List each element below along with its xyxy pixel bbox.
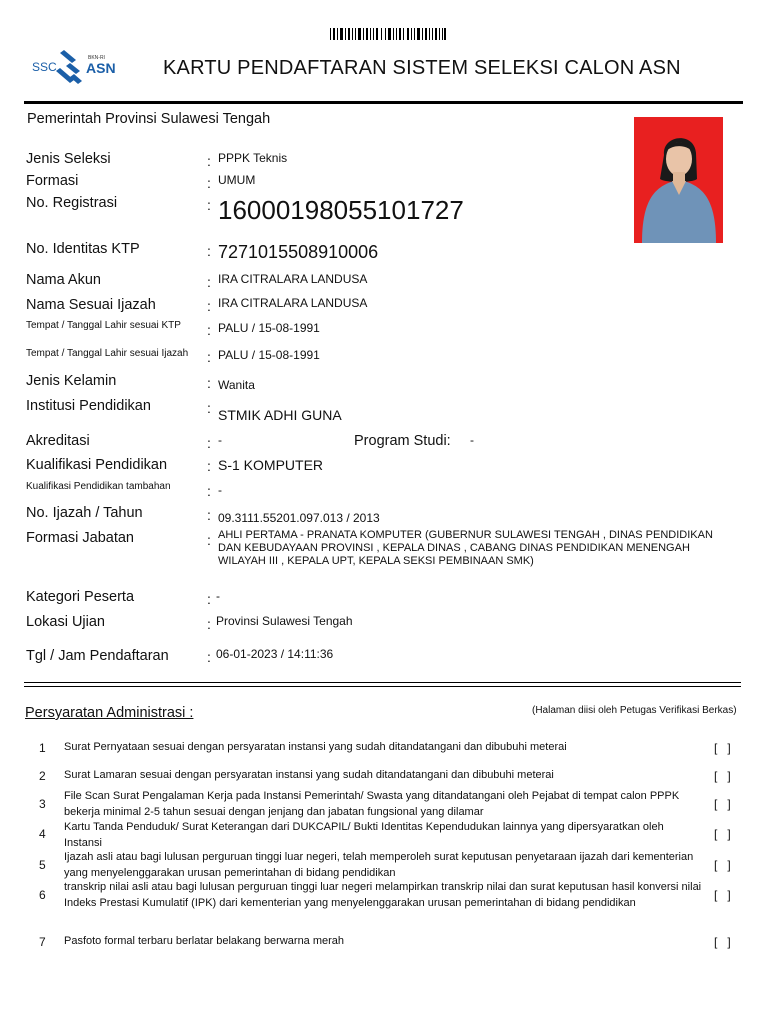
label-formasi-jabatan: Formasi Jabatan [26, 530, 134, 546]
logo-asn-text: ASN [86, 60, 116, 76]
colon: : [207, 153, 211, 169]
requirement-checkbox[interactable]: [ ] [714, 888, 731, 902]
colon: : [207, 649, 211, 665]
value-nama-ijazah: IRA CITRALARA LANDUSA [218, 296, 368, 310]
requirement-number: 3 [39, 797, 46, 811]
label-no-ktp: No. Identitas KTP [26, 241, 140, 257]
label-nama-akun: Nama Akun [26, 272, 101, 288]
value-kategori: - [216, 589, 220, 603]
label-akreditasi: Akreditasi [26, 433, 90, 449]
requirement-checkbox[interactable]: [ ] [714, 827, 731, 841]
value-ijazah-tahun: 09.3111.55201.097.013 / 2013 [218, 511, 380, 525]
value-ttl-ktp: PALU / 15-08-1991 [218, 321, 320, 335]
requirement-number: 6 [39, 888, 46, 902]
header-divider [24, 101, 743, 104]
requirements-note: (Halaman diisi oleh Petugas Verifikasi Berkas) [532, 705, 737, 716]
label-ttl-ijazah: Tempat / Tanggal Lahir sesuai Ijazah [26, 348, 189, 359]
value-tgl-jam: 06-01-2023 / 14:11:36 [216, 647, 334, 661]
requirement-text: Ijazah asli atau bagi lulusan perguruan tinggi luar negeri, telah memperoleh surat keputusan penyetaraan ijazah dari kementerian yang menyelenggarakan urusan pemerintahan di bidang pendidikan [64, 851, 694, 879]
label-no-registrasi: No. Registrasi [26, 195, 118, 211]
colon: : [207, 435, 211, 451]
page-title: KARTU PENDAFTARAN SISTEM SELEKSI CALON ASN [163, 57, 681, 79]
colon: : [207, 375, 211, 391]
value-akreditasi: - [218, 433, 222, 447]
value-jenis-seleksi: PPPK Teknis [218, 151, 288, 165]
requirement-checkbox[interactable]: [ ] [714, 797, 731, 811]
colon: : [207, 175, 211, 191]
requirement-number: 5 [39, 858, 46, 872]
value-no-ktp: 7271015508910006 [218, 242, 379, 262]
colon: : [207, 591, 211, 607]
colon: : [207, 507, 211, 523]
value-ttl-ijazah: PALU / 15-08-1991 [218, 348, 320, 362]
label-tgl-jam: Tgl / Jam Pendaftaran [26, 648, 169, 664]
value-formasi-jabatan: AHLI PERTAMA - PRANATA KOMPUTER (GUBERNUR SULAWESI TENGAH , DINAS PENDIDIKAN DAN KEBUDAYAAN PROVINSI , KEPALA DINAS , CABANG DINAS PENDIDIKAN MENENGAH WILAYAH III , KEPALA UPT, KEPALA SEKSI PEMBINAAN SMK) [218, 529, 713, 567]
value-kualifikasi-tambahan: - [218, 483, 222, 497]
label-kategori: Kategori Peserta [26, 589, 135, 605]
label-institusi: Institusi Pendidikan [26, 398, 151, 414]
colon: : [207, 458, 211, 474]
divider-top [24, 682, 741, 683]
value-lokasi: Provinsi Sulawesi Tengah [216, 614, 353, 628]
label-nama-ijazah: Nama Sesuai Ijazah [26, 297, 156, 313]
colon: : [207, 400, 211, 416]
requirement-checkbox[interactable]: [ ] [714, 741, 731, 755]
colon: : [207, 298, 211, 314]
label-jenis-kelamin: Jenis Kelamin [26, 373, 117, 389]
requirement-number: 7 [39, 935, 46, 949]
barcode-icon [330, 28, 446, 40]
colon: : [207, 532, 211, 548]
requirement-text: transkrip nilai asli atau bagi lulusan perguruan tinggi luar negeri melampirkan transkrip nilai dan surat keputusan hasil konversi nilai Indeks Prestasi Kumulatif (IPK) dari kementerian yang menyelenggarakan urusan pemerintahan di bidang pendidikan [64, 881, 702, 909]
colon: : [207, 616, 211, 632]
label-program-studi: Program Studi: [354, 433, 451, 449]
requirement-checkbox[interactable]: [ ] [714, 935, 731, 949]
ssc-asn-logo [30, 46, 118, 88]
value-formasi: UMUM [218, 173, 256, 187]
requirement-text: File Scan Surat Pengalaman Kerja pada Instansi Pemerintah/ Swasta yang ditandatangani oleh Pejabat di tempat calon PPPK bekerja minimal 2-5 tahun sesuai dengan jenjang dan jabatan fungsional yang dilamar [64, 790, 680, 818]
logo-ssc-text: SSC [32, 60, 57, 74]
requirements-title: Persyaratan Administrasi : [25, 705, 194, 721]
requirement-checkbox[interactable]: [ ] [714, 858, 731, 872]
colon: : [207, 322, 211, 338]
requirement-text: Pasfoto formal terbaru berlatar belakang berwarna merah [64, 935, 345, 947]
requirement-text: Surat Lamaran sesuai dengan persyaratan instansi yang sudah ditandatangani dan dibubuhi meterai [64, 769, 554, 781]
label-kualifikasi-tambahan: Kualifikasi Pendidikan tambahan [26, 481, 171, 492]
requirement-text: Kartu Tanda Penduduk/ Surat Keterangan dari DUKCAPIL/ Bukti Identitas Kependudukan lainnya yang dipersyaratkan oleh Instansi [64, 821, 664, 849]
requirement-number: 2 [39, 769, 46, 783]
label-kualifikasi: Kualifikasi Pendidikan [26, 457, 168, 473]
divider-bottom [24, 686, 741, 687]
applicant-photo [634, 117, 723, 243]
colon: : [207, 274, 211, 290]
label-lokasi: Lokasi Ujian [26, 614, 105, 630]
requirement-number: 4 [39, 827, 46, 841]
logo-bkn-text: BKN-RI [88, 55, 105, 61]
label-formasi: Formasi [26, 173, 79, 189]
value-program-studi: - [470, 433, 474, 447]
value-institusi: STMIK ADHI GUNA [218, 407, 342, 423]
value-kualifikasi: S-1 KOMPUTER [218, 457, 324, 473]
colon: : [207, 197, 211, 213]
value-nama-akun: IRA CITRALARA LANDUSA [218, 272, 368, 286]
requirement-checkbox[interactable]: [ ] [714, 769, 731, 783]
value-jenis-kelamin: Wanita [218, 378, 255, 392]
label-ttl-ktp: Tempat / Tanggal Lahir sesuai KTP [26, 320, 181, 331]
requirement-text: Surat Pernyataan sesuai dengan persyaratan instansi yang sudah ditandatangani dan dibubuhi meterai [64, 741, 567, 753]
label-jenis-seleksi: Jenis Seleksi [26, 151, 111, 167]
label-ijazah-tahun: No. Ijazah / Tahun [26, 505, 143, 521]
colon: : [207, 483, 211, 499]
colon: : [207, 349, 211, 365]
colon: : [207, 243, 211, 259]
requirement-number: 1 [39, 741, 46, 755]
agency-name: Pemerintah Provinsi Sulawesi Tengah [27, 111, 271, 127]
value-no-registrasi: 16000198055101727 [218, 195, 464, 225]
